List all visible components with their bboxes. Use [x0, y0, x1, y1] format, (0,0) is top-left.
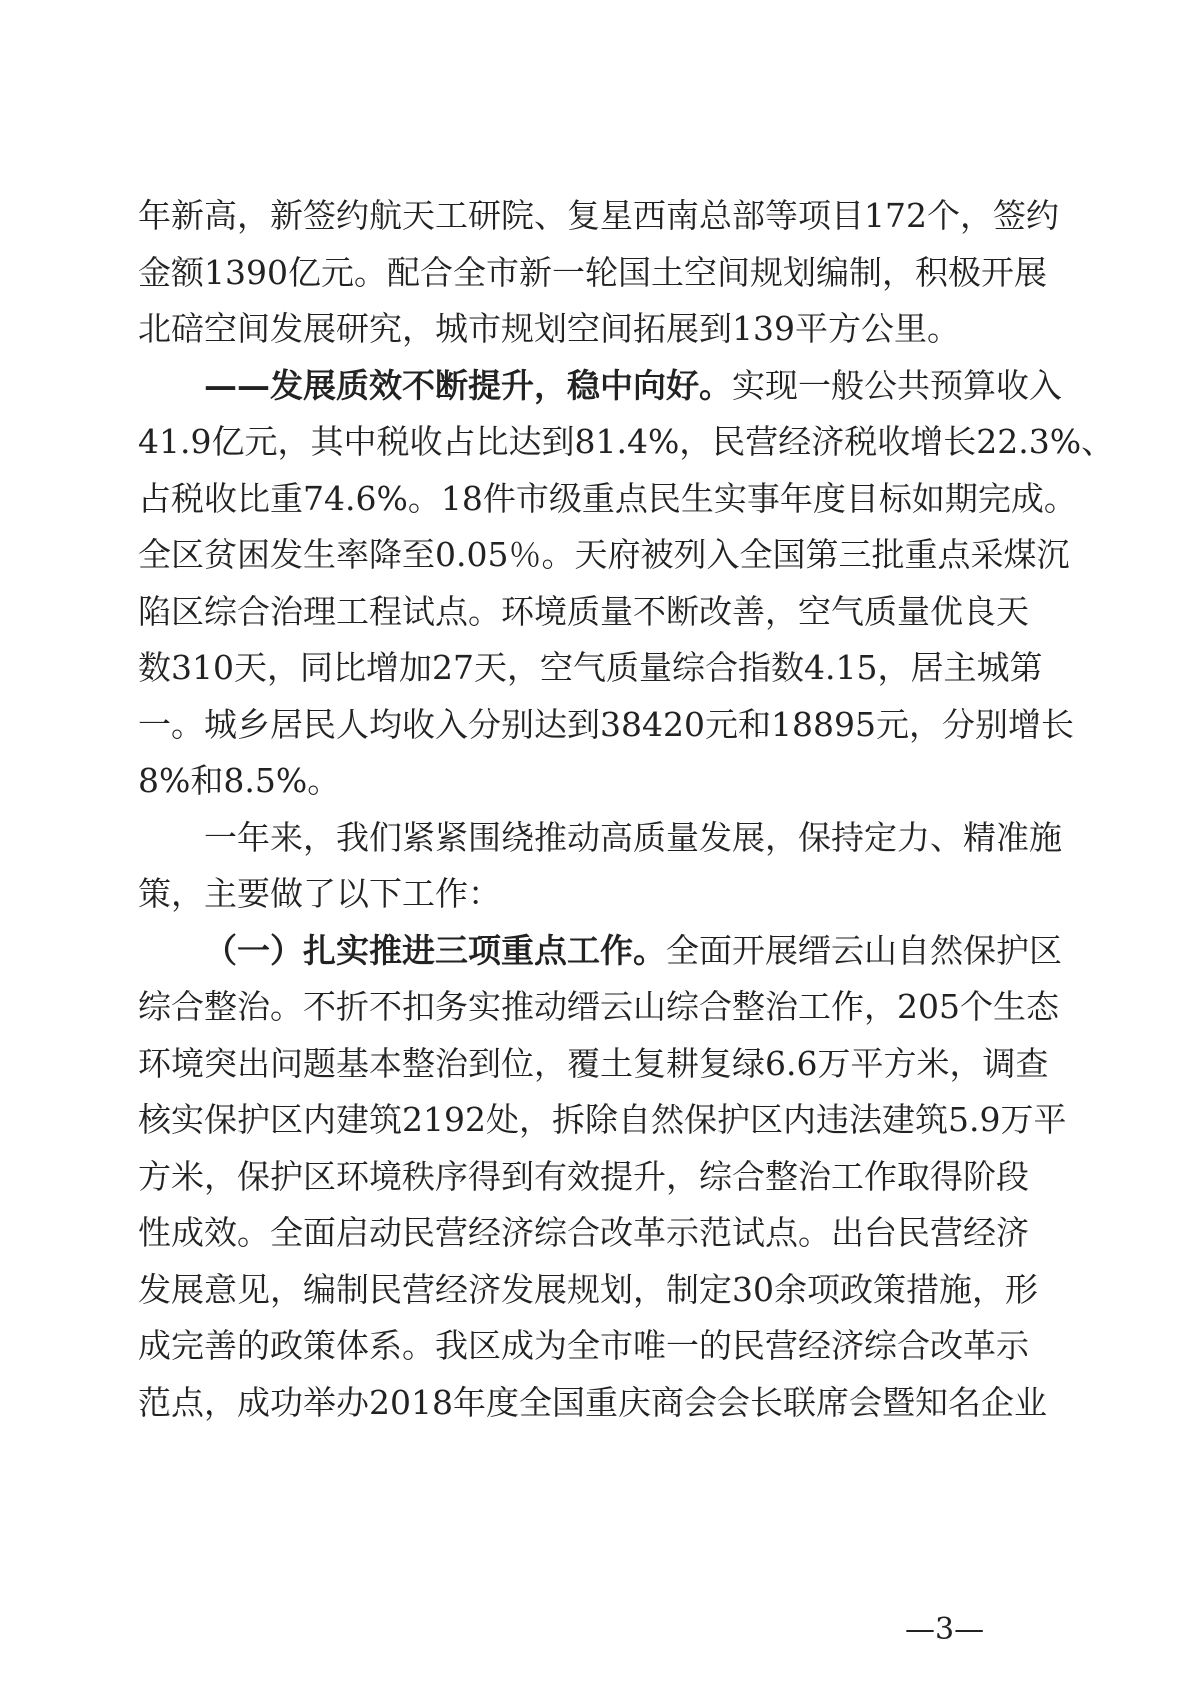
- text-segment: 数310天，同比增加27天，空气质量综合指数4.15，居主城第: [138, 648, 1043, 687]
- text-segment: 综合整治。不折不扣务实推动缙云山综合整治工作，205个生态: [138, 987, 1059, 1026]
- text-line: [138, 753, 974, 810]
- text-segment: 占税收比重74.6%。18件市级重点民生实事年度目标如期完成。: [138, 478, 1077, 518]
- text-line: [138, 1375, 1047, 1432]
- text-line: [138, 1318, 1029, 1375]
- text-segment: 实现一般公共预算收入: [732, 365, 1062, 405]
- text-line: [138, 1262, 1038, 1319]
- text-segment: 年新高，新签约航天工研院、复星西南总部等项目172个，签约: [138, 196, 1059, 235]
- text-segment: 北碚空间发展研究，城市规划空间拓展到139平方公里。: [138, 309, 960, 348]
- text-line: [138, 1149, 1029, 1206]
- text-segment: 成完善的政策体系。我区成为全市唯一的民营经济综合改革示: [138, 1326, 1029, 1365]
- text-line: [138, 866, 974, 923]
- text-line: [138, 188, 1059, 245]
- text-line: [138, 584, 1029, 641]
- text-line: [138, 358, 1062, 415]
- text-line: [138, 245, 1047, 302]
- text-line: [138, 301, 974, 358]
- text-segment: 陷区综合治理工程试点。环境质量不断改善，空气质量优良天: [138, 591, 1029, 631]
- heading-phrase: （一）扎实推进三项重点工作。: [204, 930, 666, 970]
- text-segment: 发展意见，编制民营经济发展规划，制定30余项政策措施，形: [138, 1269, 1038, 1309]
- text-segment: 金额1390亿元。配合全市新一轮国土空间规划编制，积极开展: [138, 252, 1047, 292]
- text-segment: 环境突出问题基本整治到位，覆土复耕复绿6.6万平方米，调查: [138, 1043, 1049, 1083]
- text-segment: 一年来，我们紧紧围绕推动高质量发展，保持定力、精准施: [204, 817, 1062, 857]
- text-line: [138, 414, 1115, 471]
- text-line: [138, 471, 1077, 528]
- text-line: [138, 1036, 1049, 1093]
- text-line: [138, 979, 1059, 1036]
- text-line: [138, 527, 1070, 584]
- page-number: —3—: [905, 1612, 985, 1647]
- text-line: [138, 1205, 1029, 1262]
- text-line: [138, 1092, 1067, 1149]
- text-segment: 41.9亿元，其中税收占比达到81.4%，民营经济税收增长22.3%、: [138, 422, 1115, 461]
- text-segment: 核实保护区内建筑2192处，拆除自然保护区内违法建筑5.9万平: [138, 1100, 1067, 1139]
- text-segment: 全面开展缙云山自然保护区: [666, 930, 1062, 970]
- text-line: [138, 640, 1043, 697]
- text-line: [138, 923, 1062, 980]
- body-text: [138, 188, 1115, 1431]
- text-segment: 一。城乡居民人均收入分别达到38420元和18895元，分别增长: [138, 704, 1074, 744]
- text-segment: 方米，保护区环境秩序得到有效提升，综合整治工作取得阶段: [138, 1156, 1029, 1196]
- heading-phrase: ——发展质效不断提升，稳中向好。: [204, 365, 732, 405]
- text-segment: 范点，成功举办2018年度全国重庆商会会长联席会暨知名企业: [138, 1382, 1047, 1422]
- text-segment: 性成效。全面启动民营经济综合改革示范试点。出台民营经济: [138, 1213, 1029, 1252]
- text-segment: 策，主要做了以下工作：: [138, 874, 501, 913]
- text-segment: 8%和8.5%。: [138, 761, 341, 800]
- text-segment: 全区贫困发生率降至0.05％。天府被列入全国第三批重点采煤沉: [138, 535, 1070, 574]
- text-line: [138, 810, 1062, 867]
- text-line: [138, 697, 1074, 754]
